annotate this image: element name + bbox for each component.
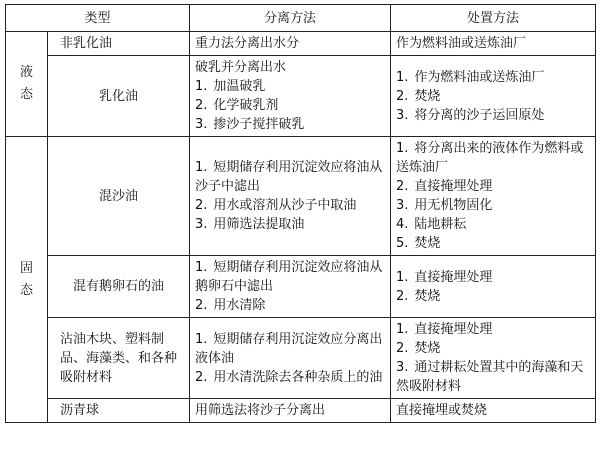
item-number: 3. <box>195 117 208 132</box>
disposal-list <box>396 68 590 125</box>
list-item <box>195 215 385 234</box>
method-cell <box>190 56 391 137</box>
method-list <box>195 258 385 315</box>
table-row <box>6 318 596 399</box>
item-text: 将分离的沙子运回原处 <box>414 107 545 123</box>
item-text: 将分离出来的液体作为燃料或送炼油厂 <box>396 141 584 175</box>
list-item <box>195 115 385 134</box>
disposal-list <box>396 320 590 396</box>
list-item <box>396 339 590 358</box>
item-text: 焚烧 <box>414 288 441 304</box>
item-text: 通过耕耘处置其中的海藻和天然吸附材料 <box>396 360 584 394</box>
disposal-cell: 作为燃料油或送炼油厂 <box>391 32 596 56</box>
list-item <box>396 196 590 215</box>
method-list <box>195 77 385 134</box>
category-solid <box>6 137 48 423</box>
item-number: 2. <box>396 88 409 104</box>
method-cell <box>190 256 391 318</box>
item-number: 1. <box>396 269 409 285</box>
list-item <box>396 320 590 339</box>
disposal-list <box>396 139 590 253</box>
item-number: 3. <box>195 217 208 232</box>
list-item <box>195 368 385 387</box>
header-row <box>6 5 596 32</box>
item-number: 2. <box>396 288 409 304</box>
list-item <box>195 158 385 196</box>
list-item <box>396 215 590 234</box>
item-number: 3. <box>396 360 409 375</box>
item-text: 直接掩埋处理 <box>414 269 493 285</box>
list-item <box>396 87 590 106</box>
item-number: 1. <box>195 260 208 275</box>
table-row <box>6 256 596 318</box>
item-number: 2. <box>396 341 409 356</box>
subtype-cell: 混有鹅卵石的油 <box>48 256 190 318</box>
item-text: 直接掩埋处理 <box>414 179 493 194</box>
item-text: 加温破乳 <box>213 79 266 94</box>
item-number: 5. <box>396 236 409 251</box>
list-item <box>396 358 590 396</box>
list-item <box>195 196 385 215</box>
subtype-cell: 混沙油 <box>48 137 190 256</box>
disposal-cell <box>391 56 596 137</box>
item-text: 用无机物固化 <box>414 198 493 213</box>
category-label: 液态 <box>19 65 33 102</box>
method-list <box>195 158 385 234</box>
subtype-cell: 沥青球 <box>48 399 190 423</box>
item-text: 陆地耕耘 <box>414 217 467 232</box>
item-text: 掺沙子搅拌破乳 <box>213 117 305 132</box>
item-number: 1. <box>195 331 208 347</box>
list-item <box>195 96 385 115</box>
list-item <box>396 287 590 306</box>
subtype-cell: 沾油木块、塑料制品、海藻类、和各种吸附材料 <box>48 318 190 399</box>
disposal-cell <box>391 318 596 399</box>
table-row <box>6 137 596 256</box>
category-liquid <box>6 32 48 137</box>
item-text: 用水清洗除去各种杂质上的油 <box>213 369 383 385</box>
method-intro: 破乳并分离出水 <box>195 60 287 75</box>
item-number: 2. <box>195 98 208 113</box>
list-item <box>396 268 590 287</box>
list-item <box>396 106 590 125</box>
disposal-table <box>5 4 596 423</box>
list-item <box>396 234 590 253</box>
disposal-cell <box>391 137 596 256</box>
method-cell <box>190 318 391 399</box>
item-text: 作为燃料油或送炼油厂 <box>414 69 545 85</box>
item-number: 4. <box>396 217 409 232</box>
item-text: 焚烧 <box>414 341 441 356</box>
item-number: 3. <box>396 107 409 123</box>
item-text: 用筛选法提取油 <box>213 217 305 232</box>
header-disposal: 处置方法 <box>391 5 596 32</box>
list-item <box>195 296 385 315</box>
item-number: 2. <box>195 298 208 313</box>
list-item <box>396 139 590 177</box>
subtype-cell: 乳化油 <box>48 56 190 137</box>
method-cell: 重力法分离出水分 <box>190 32 391 56</box>
item-number: 1. <box>396 322 409 337</box>
list-item <box>195 330 385 368</box>
table-row <box>6 56 596 137</box>
item-text: 用水或溶剂从沙子中取油 <box>213 198 357 213</box>
item-number: 2. <box>195 369 208 385</box>
item-text: 短期储存利用沉淀效应分离出液体油 <box>195 331 383 366</box>
header-method: 分离方法 <box>190 5 391 32</box>
item-text: 短期储存利用沉淀效应将油从鹅卵石中滤出 <box>195 260 383 294</box>
table-row <box>6 399 596 423</box>
method-list <box>195 330 385 387</box>
item-number: 3. <box>396 198 409 213</box>
category-label: 固态 <box>19 260 33 298</box>
list-item <box>195 77 385 96</box>
item-number: 2. <box>396 179 409 194</box>
disposal-cell: 直接掩埋或焚烧 <box>391 399 596 423</box>
list-item <box>396 68 590 87</box>
subtype-cell: 非乳化油 <box>48 32 190 56</box>
item-number: 1. <box>195 79 208 94</box>
item-text: 直接掩埋处理 <box>414 322 493 337</box>
list-item <box>396 177 590 196</box>
table-row <box>6 32 596 56</box>
item-text: 短期储存利用沉淀效应将油从沙子中滤出 <box>195 160 383 194</box>
item-number: 1. <box>195 160 208 175</box>
list-item <box>195 258 385 296</box>
disposal-cell <box>391 256 596 318</box>
item-text: 化学破乳剂 <box>213 98 279 113</box>
item-number: 1. <box>396 141 409 156</box>
item-text: 焚烧 <box>414 236 441 251</box>
item-number: 2. <box>195 198 208 213</box>
header-type: 类型 <box>6 5 190 32</box>
item-text: 用水清除 <box>213 298 266 313</box>
disposal-list <box>396 268 590 306</box>
item-number: 1. <box>396 69 409 85</box>
method-cell <box>190 137 391 256</box>
item-text: 焚烧 <box>414 88 441 104</box>
method-cell: 用筛选法将沙子分离出 <box>190 399 391 423</box>
